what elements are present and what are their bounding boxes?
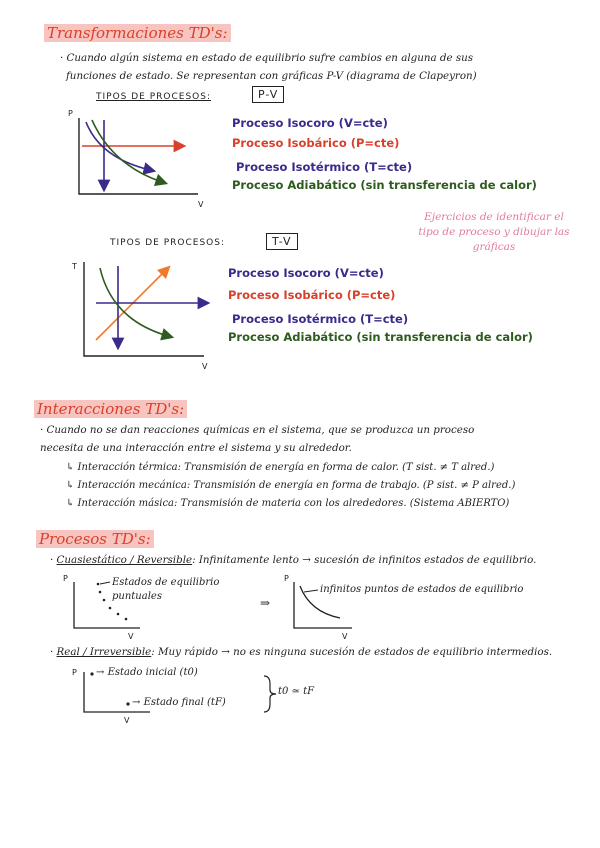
proceso-isotermico-1: Proceso Isotérmico (T=cte)	[236, 160, 413, 174]
s3-quasi-line: · Cuasiestático / Reversible: Infinitamente lento → sucesión de infinitos estados de equilibrio.	[50, 554, 537, 566]
graph-c-x-label: V	[124, 716, 130, 725]
proceso-adiabatico-2: Proceso Adiabático (sin transferencia de calor)	[228, 330, 533, 344]
final-state-point	[126, 702, 129, 705]
exercise-note: Ejercicios de identificar el tipo de proceso y dibujar las gráficas	[418, 211, 570, 253]
proceso-isocoro-1: Proceso Isocoro (V=cte)	[232, 116, 388, 130]
tipos-tv-label: TIPOS DE PROCESOS:	[110, 238, 225, 248]
proceso-isotermico-2: Proceso Isotérmico (T=cte)	[232, 312, 409, 326]
s1-line2: funciones de estado. Se representan con gráficas P-V (diagrama de Clapeyron)	[66, 70, 477, 82]
proceso-isocoro-2: Proceso Isocoro (V=cte)	[228, 266, 384, 280]
graph-pv-y-label: P	[68, 109, 73, 118]
interaccion-mecanica: ↳ Interacción mecánica: Transmisión de energía en forma de trabajo. (P sist. ≠ P alred.)	[66, 480, 516, 491]
graph-b-x-label: V	[342, 632, 348, 641]
tipos-pv-box: P-V	[252, 86, 284, 103]
final-state-label: → Estado final (tF)	[132, 697, 226, 708]
graph-b-label: infinitos puntos de estados de equilibrio	[320, 584, 524, 595]
section-title-procesos: Procesos TD's:	[36, 530, 154, 548]
proceso-adiabatico-1: Proceso Adiabático (sin transferencia de calor)	[232, 178, 537, 192]
initial-state-label: → Estado inicial (t0)	[96, 667, 198, 678]
graph-a-x-label: V	[128, 632, 134, 641]
quasi-text: : Infinitamente lento → sucesión de infinitos estados de equilibrio.	[192, 554, 537, 566]
interaccion-termica: ↳ Interacción térmica: Transmisión de energía en forma de calor. (T sist. ≠ T alred.)	[66, 462, 495, 473]
graph-c-y-label: P	[72, 668, 77, 677]
tipos-pv-label: TIPOS DE PROCESOS:	[96, 92, 211, 102]
real-text: : Muy rápido → no es ninguna sucesión de estados de equilibrio intermedios.	[151, 646, 553, 658]
brace-label: t0 ≃ tF	[278, 686, 315, 697]
quasi-arrow: ⇒	[260, 596, 271, 610]
s3-real-line: · Real / Irreversible: Muy rápido → no es ninguna sucesión de estados de equilibrio intermedios.	[50, 646, 553, 658]
interaccion-masica: ↳ Interacción másica: Transmisión de materia con los alrededores. (Sistema ABIERTO)	[66, 498, 510, 509]
brace	[264, 676, 276, 712]
s1-line1: · Cuando algún sistema en estado de equilibrio sufre cambios en alguna de sus	[60, 52, 474, 64]
graph-pv-x-label: V	[198, 200, 204, 209]
proceso-isobarico-2: Proceso Isobárico (P=cte)	[228, 288, 396, 302]
tv-isobaric-line	[96, 270, 166, 340]
proceso-isobarico-1: Proceso Isobárico (P=cte)	[232, 136, 400, 150]
pv-isothermal-curve	[86, 122, 150, 170]
graph-a-y-label: P	[63, 574, 68, 583]
graph-b-y-label: P	[284, 574, 289, 583]
graph-a-label: Estados de equilibrio puntuales	[112, 577, 220, 602]
real-label: Real / Irreversible	[56, 646, 152, 658]
tv-adiabatic-curve	[100, 268, 168, 336]
graph-tv-axes	[84, 262, 204, 356]
section-title-interacciones: Interacciones TD's:	[34, 400, 187, 418]
tipos-tv-box: T-V	[266, 233, 298, 250]
section-title-transformaciones: Transformaciones TD's:	[44, 24, 231, 42]
pv-adiabatic-curve	[92, 120, 162, 182]
graph-pv-axes	[79, 118, 198, 194]
graph-tv-y-label: T	[72, 262, 77, 271]
graph-tv-x-label: V	[202, 362, 208, 371]
quasi-label: Cuasiestático / Reversible	[56, 554, 193, 566]
s2-line1: · Cuando no se dan reacciones químicas en el sistema, que se produzca un proceso	[40, 424, 475, 436]
s2-line2: necesita de una interacción entre el sistema y su alrededor.	[40, 442, 352, 454]
initial-state-point	[90, 672, 93, 675]
